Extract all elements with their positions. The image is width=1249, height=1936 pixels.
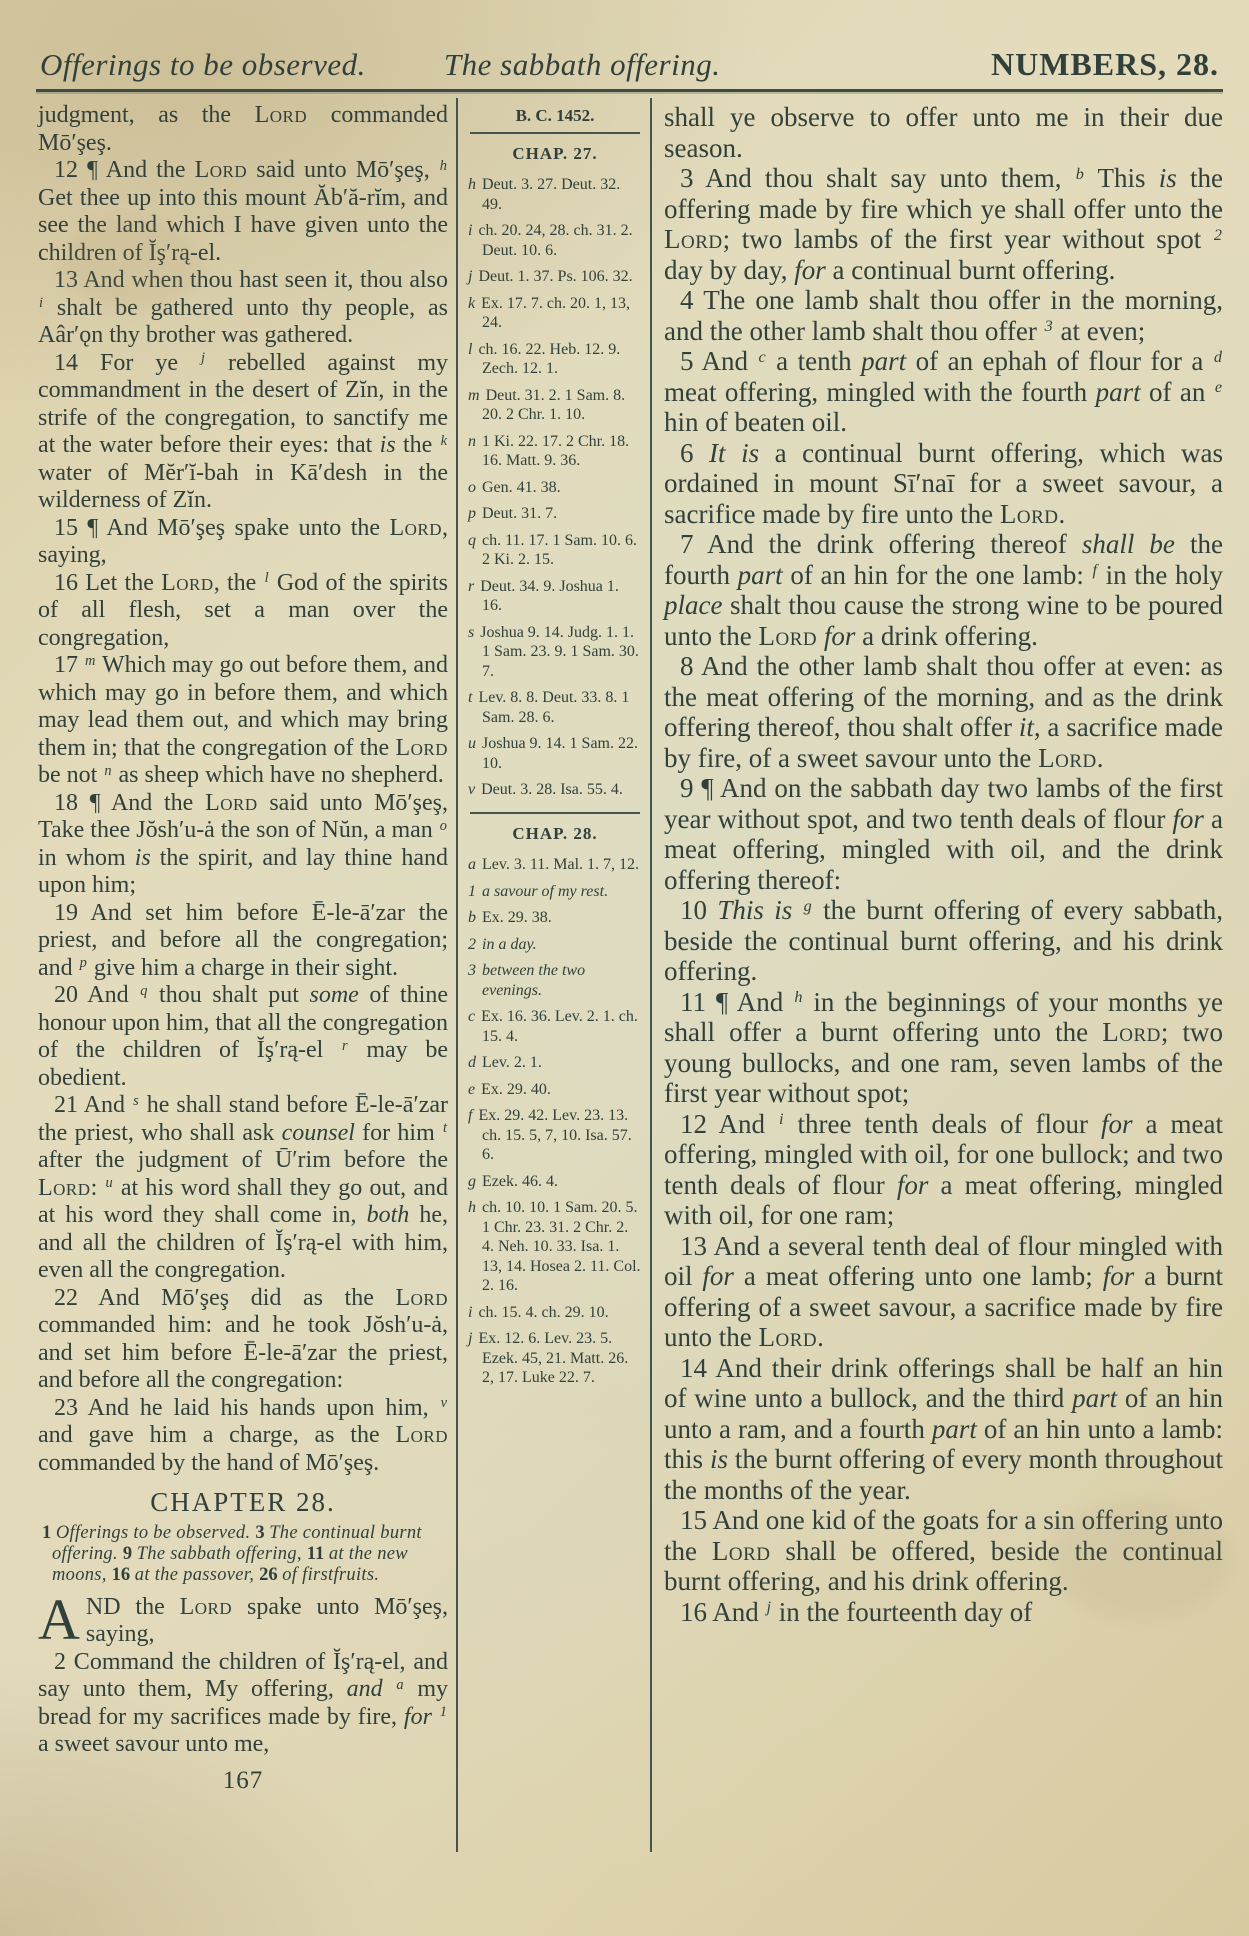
verse: 18 ¶ And the Lord said unto Mō′şeş, Take thee Jŏsh′u-ȧ the son of Nŭn, a man $^o$ in whom is the spirit, and lay thine hand upon him; (38, 789, 449, 898)
margin-ref: r Deut. 34. 9. Joshua 1. 16. (468, 577, 619, 614)
chapter27-verses (38, 102, 448, 1477)
page-columns (0, 92, 1249, 1852)
margin-ref: 3 between the two evenings. (468, 962, 586, 999)
ref-letter: p (468, 505, 476, 522)
chap-28-refs-heading: CHAP. 28. (512, 823, 598, 843)
ref-letter: j (468, 1330, 473, 1347)
margin-ref: n 1 Ki. 22. 17. 2 Chr. 18. 16. Matt. 9. 36. (468, 432, 630, 469)
verse: 12 ¶ And the Lord said unto Mō′şeş, $^h$ Get thee up into this mount Ăb′ă-rĭm, and see the land which I have given unto the children of Ĭş′rą-el. (38, 157, 448, 266)
ref-letter: v (468, 781, 476, 798)
chapter-28-heading: CHAPTER 28. (150, 1487, 336, 1517)
margin-ref: i ch. 20. 24, 28. ch. 31. 2. Deut. 10. 6. (468, 222, 633, 259)
margin-ref: b Ex. 29. 38. (468, 909, 552, 926)
verse: 19 And set him before Ē-le-ā′zar the priest, and before all the congregation; and $^p$ give him a charge in their sight. (38, 899, 448, 981)
margin-ref: p Deut. 31. 7. (468, 505, 558, 522)
margin-ref: o Gen. 41. 38. (468, 478, 561, 496)
margin-ref: s Joshua 9. 14. Judg. 1. 1. 1 Sam. 23. 9. 1 Sam. 30. 7. (468, 623, 639, 680)
ref-letter: g (468, 1172, 476, 1190)
ref-letter: 3 (468, 962, 476, 979)
verse: 23 And he laid his hands upon him, $^v$ and gave him a charge, as the Lord commanded by the hand of Mō′şeş. (38, 1394, 448, 1476)
margin-ref: g Ezek. 46. 4. (468, 1172, 558, 1190)
running-head-left: Offerings to be observed. (40, 47, 366, 82)
running-head-book-title: NUMBERS, 28. (990, 46, 1219, 82)
chap-27-refs-heading: CHAP. 27. (512, 143, 598, 163)
verse: 7 And the drink offering thereof shall be the fourth part of an hin for the one lamb: $^f$ in the holy place shalt thou cause the strong wine to be poured unto the Lord for a drink offering. (664, 529, 1224, 651)
verse: 16 Let the Lord, the $^l$ God of the spirits of all flesh, set a man over the congregation, (38, 569, 448, 651)
verse: 15 ¶ And Mō′şeş spake unto the Lord, saying, (38, 514, 448, 568)
verse: 5 And $^c$ a tenth part of an ephah of flour for a $^d$ meat offering, mingled with the fourth part of an $^e$ hin of beaten oil. (664, 346, 1222, 437)
verse: AND the Lord spake unto Mō′şeş, saying, (38, 1586, 449, 1652)
ref-letter: j (468, 268, 473, 285)
margin-ref: j Ex. 12. 6. Lev. 23. 5. Ezek. 45, 21. Matt. 26. 2, 17. Luke 22. 7. (468, 1330, 629, 1386)
margin-ref: 2 in a day. (468, 935, 537, 953)
margin-ref: c Ex. 16. 36. Lev. 2. 1. ch. 15. 4. (468, 1008, 638, 1045)
left-text-column (38, 98, 456, 1852)
ref-letter: f (468, 1107, 473, 1124)
ref-letter: c (468, 1008, 476, 1025)
verse: 3 And thou shalt say unto them, $^b$ This is the offering made by fire which ye shall offer unto the Lord; two lambs of the first year without spot $^2$ day by day, for a continual burnt offering. (664, 163, 1223, 285)
verse: shall ye observe to offer unto me in their due season. (664, 102, 1223, 163)
margin-ref: e Ex. 29. 40. (468, 1080, 551, 1098)
ref-letter: m (468, 386, 480, 404)
verse: 21 And $^s$ he shall stand before Ē-le-ā′zar the priest, who shall ask counsel for him $^t$ after the judgment of Ū′rim before the Lord: $^u$ at his word shall they go out, and at his word they shall come in, both he, and all the children of Ĭş′rą-el with him, even all the congregation. (38, 1092, 448, 1283)
verse: 2 Command the children of Ĭş′rą-el, and say unto them, My offering, and $^a$ my bread for my sacrifices made by fire, for $^1$ a sweet savour unto me, (38, 1648, 449, 1757)
margin-ref: h ch. 10. 10. 1 Sam. 20. 5. 1 Chr. 23. 31. 2 Chr. 2. 4. Neh. 10. 33. Isa. 1. 13, 14. Hosea 2. 11. Col. 2. 16. (468, 1199, 641, 1294)
ref-letter: i (468, 222, 473, 239)
verse: 10 This is $^g$ the burnt offering of every sabbath, beside the continual burnt offering, and his drink offering. (664, 895, 1223, 986)
chapter28-verses-continued (664, 102, 1223, 1627)
ref-letter: s (468, 623, 475, 641)
margin-ref: u Joshua 9. 14. 1 Sam. 22. 10. (468, 735, 638, 772)
ref-letter: 2 (468, 935, 476, 953)
margin-ref: q ch. 11. 17. 1 Sam. 10. 6. 2 Ki. 2. 15. (468, 531, 637, 568)
ref-letter: i (468, 1303, 473, 1321)
margin-ref: k Ex. 17. 7. ch. 20. 1, 13, 24. (468, 294, 630, 331)
margin-ref: d Lev. 2. 1. (468, 1054, 542, 1071)
verse: 13 And a several tenth deal of flour mingled with oil for a meat offering unto one lamb; for a burnt offering of a sweet savour, a sacrifice made by fire unto the Lord. (664, 1230, 1223, 1352)
margin-ref: a Lev. 3. 11. Mal. 1. 7, 12. (468, 856, 640, 873)
ref-letter: h (468, 176, 476, 193)
verse: 9 ¶ And on the sabbath day two lambs of the first year without spot, and two tenth deals of flour for a meat offering, mingled with oil, and the drink offering thereof: (664, 773, 1223, 895)
ref-letter: r (468, 577, 475, 595)
chap-27-refs (468, 175, 642, 800)
margin-ref: t Lev. 8. 8. Deut. 33. 8. 1 Sam. 28. 6. (468, 689, 630, 726)
chapter28-verses (38, 1586, 449, 1759)
verse: 11 ¶ And $^h$ in the beginnings of your months ye shall offer a burnt offering unto the Lord; two young bullocks, and one ram, seven lambs of the first year without spot; (664, 986, 1223, 1108)
ref-letter: n (468, 432, 476, 450)
verse: 17 $^m$ Which may go out before them, and which may go in before them, and which may lead them out, and which may bring them in; that the congregation of the Lord be not $^n$ as sheep which have no shepherd. (38, 652, 448, 788)
page-number: 167 (222, 1766, 264, 1794)
verse: 20 And $^q$ thou shalt put some of thine honour upon him, that all the congregation of the children of Ĭş′rą-el $^r$ may be obedient. (38, 982, 448, 1091)
ref-letter: t (468, 689, 473, 706)
drop-cap: A (38, 1586, 80, 1652)
verse: 14 And their drink offerings shall be half an hin of wine unto a bullock, and the third part of an hin unto a ram, and a fourth part of an hin unto a lamb: this is the burnt offering of every month throughout the months of the year. (664, 1352, 1223, 1505)
verse: 15 And one kid of the goats for a sin offering unto the Lord shall be offered, beside the continual burnt offering, and his drink offering. (664, 1505, 1223, 1596)
ref-letter: o (468, 478, 476, 496)
ref-letter: a (468, 856, 476, 873)
running-head-center: The sabbath offering. (443, 47, 721, 82)
verse: 12 And $^i$ three tenth deals of flour for a meat offering, mingled with oil, for one bullock; and two tenth deals of flour for a meat offering, mingled with oil, for one ram; (664, 1108, 1223, 1230)
chap-28-refs (468, 855, 642, 1388)
ref-letter: 1 (468, 882, 476, 900)
bc-date: B. C. 1452. (515, 106, 595, 125)
verse: 13 And when thou hast seen it, thou also $^i$ shalt be gathered unto thy people, as Aâr′ǫn thy brother was gathered. (38, 267, 448, 348)
ref-letter: h (468, 1199, 476, 1216)
margin-ref: h Deut. 3. 27. Deut. 32. 49. (468, 176, 621, 213)
verse: 6 It is a continual burnt offering, which was ordained in mount Sī′naī for a sweet savour, a sacrifice made by fire unto the Lord. (664, 437, 1223, 529)
verse: judgment, as the Lord commanded Mō′şeş. (38, 102, 449, 156)
margin-ref: m Deut. 31. 2. 1 Sam. 8. 20. 2 Chr. 1. 10. (468, 386, 626, 423)
verse: 16 And $^j$ in the fourteenth day of (680, 1596, 1033, 1627)
margin-ref: l ch. 16. 22. Heb. 12. 9. Zech. 12. 1. (468, 340, 621, 377)
cross-reference-column (458, 98, 650, 1852)
margin-ref: v Deut. 3. 28. Isa. 55. 4. (468, 781, 623, 798)
margin-ref: j Deut. 1. 37. Ps. 106. 32. (468, 268, 633, 285)
ref-letter: l (468, 340, 473, 358)
running-head (0, 0, 1249, 89)
ref-letter: b (468, 909, 476, 926)
margin-ref: f Ex. 29. 42. Lev. 23. 13. ch. 15. 5, 7, 10. Isa. 57. 6. (468, 1107, 632, 1163)
ref-letter: k (468, 294, 476, 312)
chapter-28-summary: 1 Offerings to be observed. 3 The continual burnt offering. 9 The sabbath offering, 11 at the new moons, 16 at the passover, 26 of firstfruits. (42, 1522, 422, 1585)
verse: 22 And Mō′şeş did as the Lord commanded him: and he took Jŏsh′u-ȧ, and set him before Ē-le-ā′zar the priest, and before all the congregation: (38, 1284, 448, 1393)
margin-ref: 1 a savour of my rest. (468, 882, 609, 900)
reference-rule (470, 132, 640, 134)
ref-letter: q (468, 531, 476, 549)
verse: 14 For ye $^j$ rebelled against my commandment in the desert of Zĭn, in the strife of the congregation, to sanctify me at the water before their eyes: that is the $^k$ water of Mĕr′ĭ-bah in Kā′desh in the wilderness of Zĭn. (38, 349, 448, 513)
verse: 4 The one lamb shalt thou offer in the morning, and the other lamb shalt thou offer $^3$ at even; (664, 285, 1223, 346)
ref-letter: e (468, 1080, 476, 1098)
verse: 8 And the other lamb shalt thou offer at even: as the meat offering of the morning, and as the drink offering thereof, thou shalt offer it, a sacrifice made by fire, of a sweet savour unto the Lord. (664, 651, 1223, 773)
ref-letter: u (468, 735, 476, 752)
right-text-column (652, 98, 1223, 1852)
margin-ref: i ch. 15. 4. ch. 29. 10. (468, 1303, 609, 1321)
ref-letter: d (468, 1054, 476, 1071)
reference-rule (470, 812, 640, 814)
